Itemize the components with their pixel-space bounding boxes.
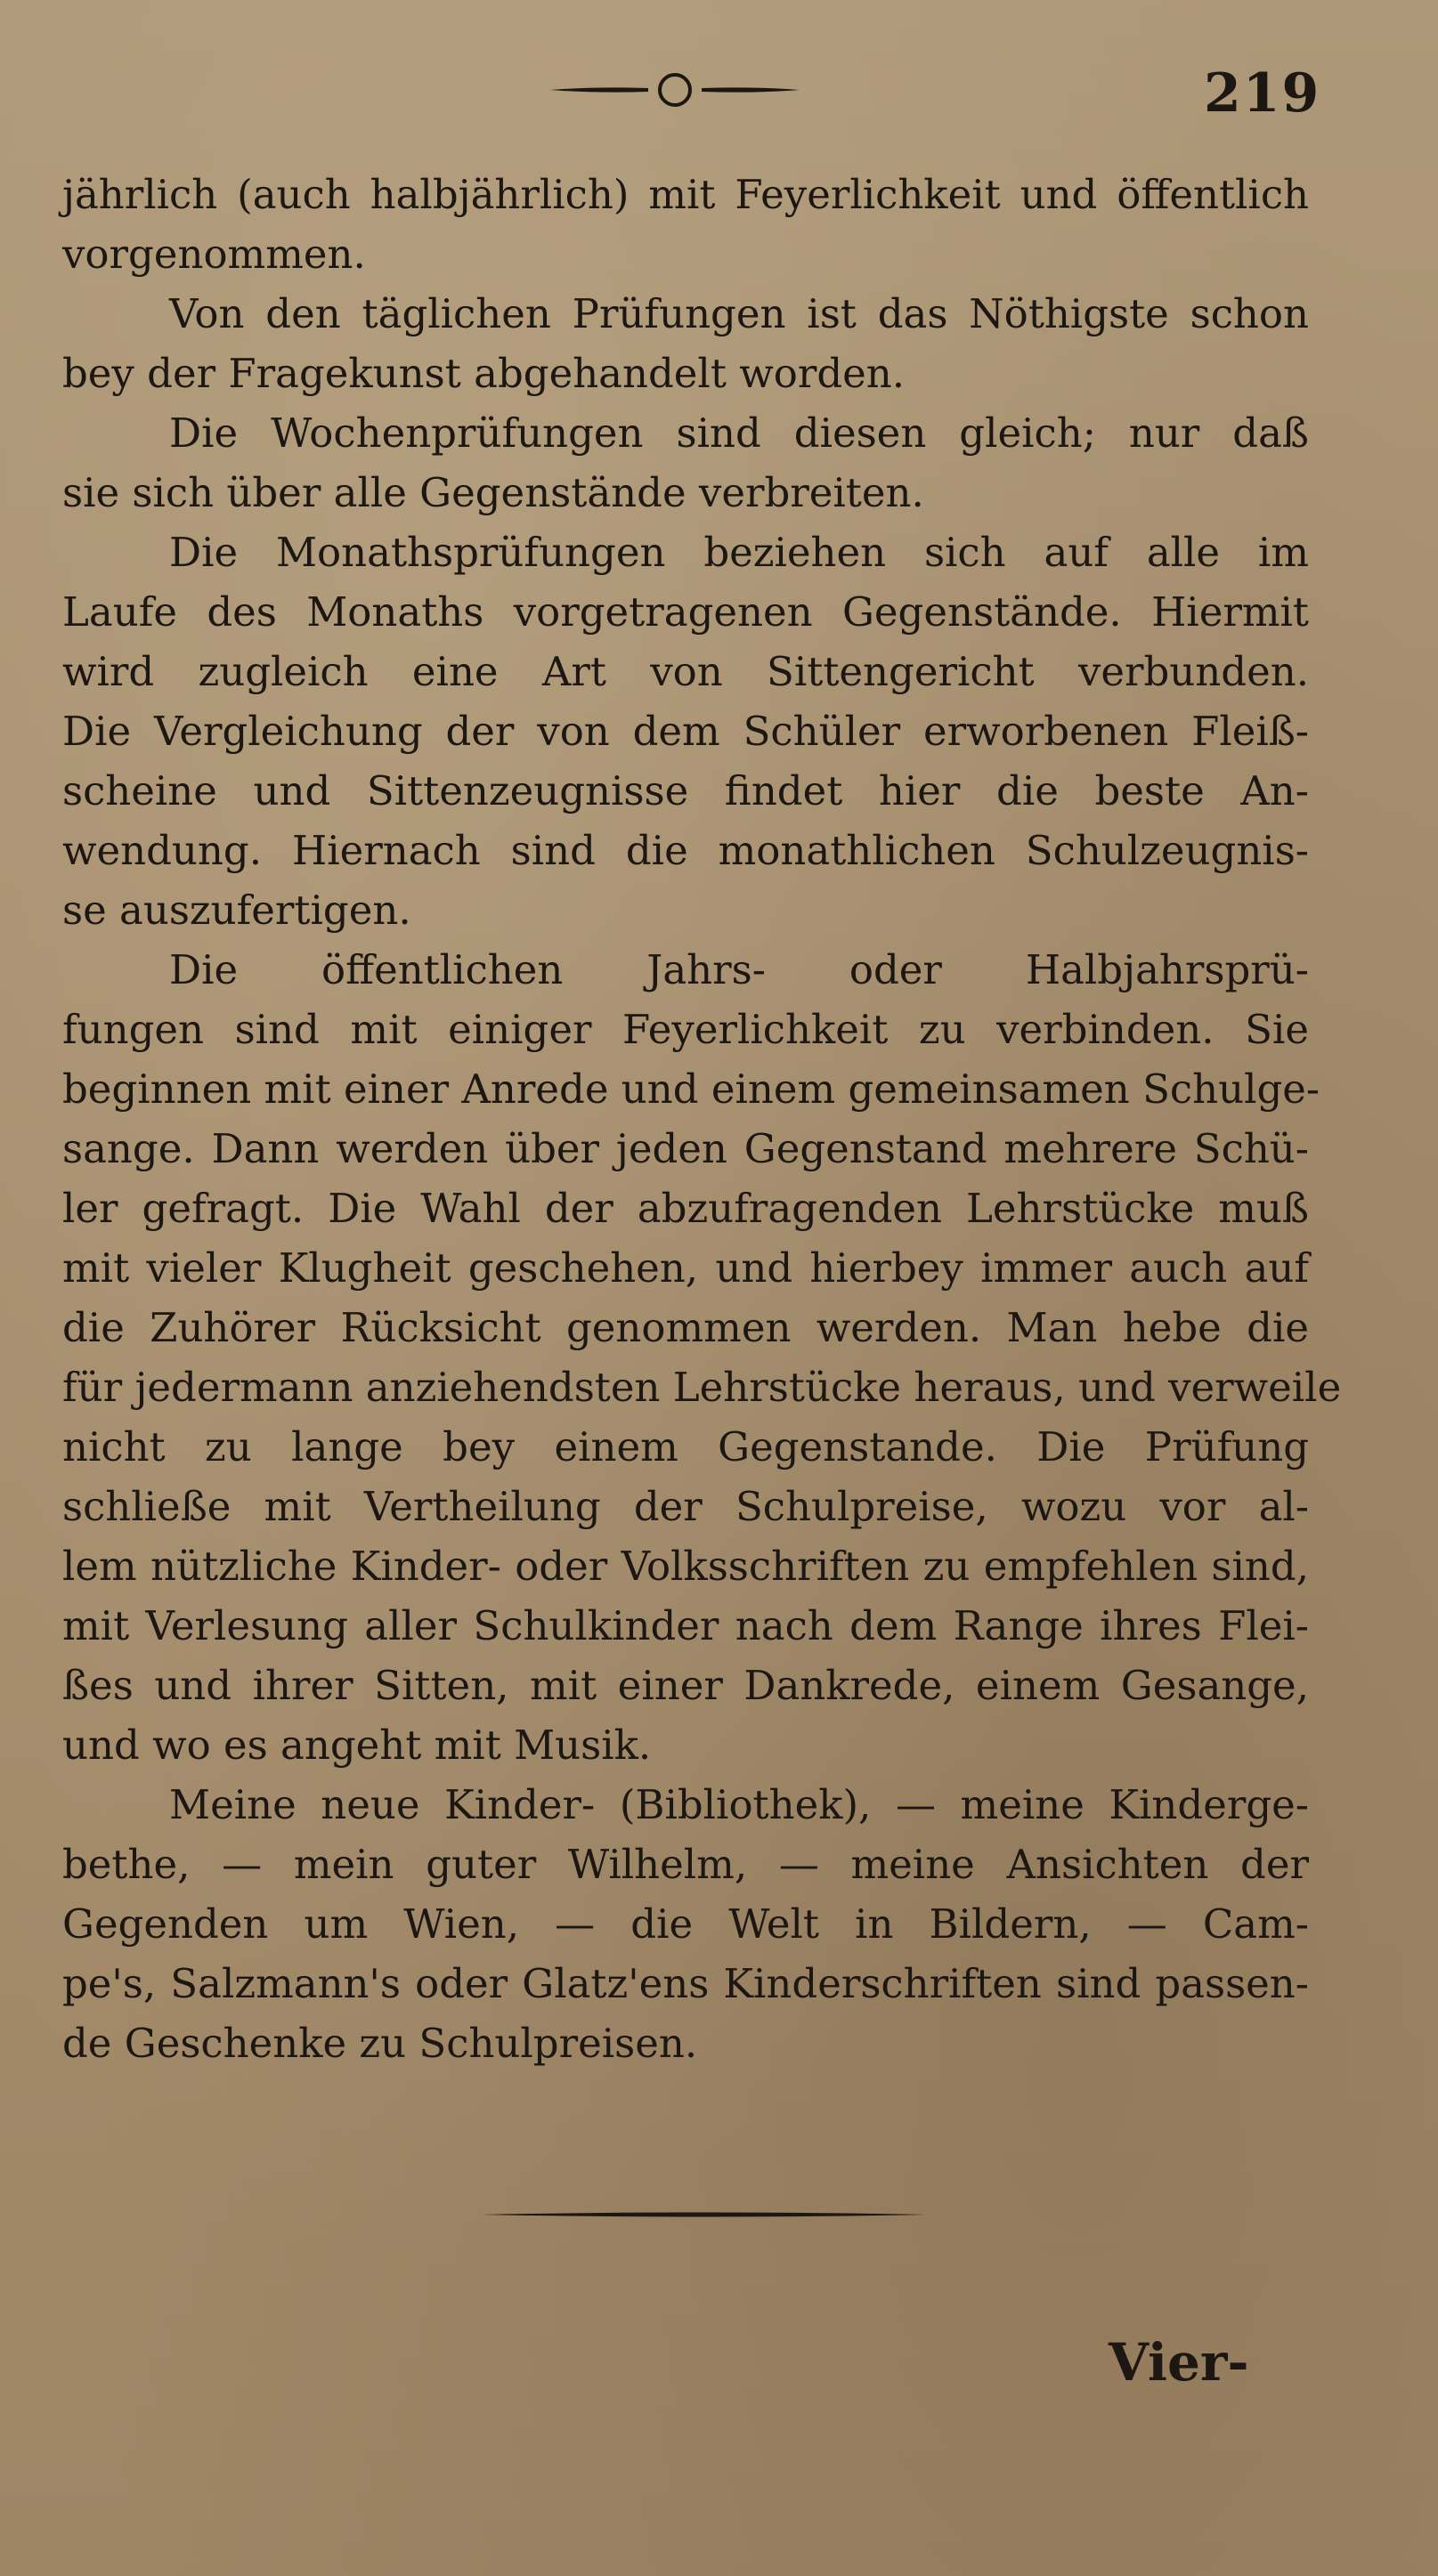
- text-line: wird zugleich eine Art von Sittengericht verbunden.: [62, 648, 1309, 695]
- text-line: se auszufertigen.: [62, 887, 411, 934]
- page-header: [0, 55, 1438, 126]
- text-line: mit vieler Klugheit geschehen, und hierbey immer auch auf: [62, 1244, 1309, 1292]
- text-line: pe's, Salzmann's oder Glatz'ens Kinderschriften sind passen-: [62, 1960, 1309, 2007]
- body-text: [62, 165, 1342, 2073]
- text-line: beginnen mit einer Anrede und einem gemeinsamen Schulge-: [62, 1065, 1320, 1113]
- text-line: de Geschenke zu Schulpreisen.: [62, 2020, 698, 2067]
- text-line: jährlich (auch halbjährlich) mit Feyerlichkeit und öffentlich: [62, 171, 1309, 218]
- text-line: bey der Fragekunst abgehandelt worden.: [62, 350, 906, 397]
- text-line: die Zuhörer Rücksicht genommen werden. Man hebe die: [62, 1304, 1309, 1351]
- text-line: Die Wochenprüfungen sind diesen gleich; nur daß: [169, 409, 1309, 457]
- text-line: Die Vergleichung der von dem Schüler erworbenen Fleiß-: [62, 708, 1309, 755]
- text-line: und wo es angeht mit Musik.: [62, 1721, 652, 1769]
- text-line: wendung. Hiernach sind die monathlichen Schulzeugnis-: [62, 827, 1309, 874]
- text-line: Gegenden um Wien, — die Welt in Bildern, — Cam-: [62, 1900, 1309, 1948]
- text-line: Die öffentlichen Jahrs- oder Halbjahrsprü-: [169, 946, 1309, 993]
- section-rule: [481, 2209, 926, 2220]
- text-line: sie sich über alle Gegenstände verbreiten.: [62, 469, 924, 516]
- text-line: ßes und ihrer Sitten, mit einer Dankrede, einem Gesange,: [62, 1662, 1309, 1709]
- text-line: fungen sind mit einiger Feyerlichkeit zu verbinden. Sie: [62, 1006, 1309, 1053]
- text-line: Die Monathsprüfungen beziehen sich auf alle im: [169, 529, 1309, 576]
- text-line: nicht zu lange bey einem Gegenstande. Die Prüfung: [62, 1423, 1309, 1470]
- text-line: für jedermann anziehendsten Lehrstücke heraus, und verweile: [62, 1364, 1342, 1411]
- text-line: bethe, — mein guter Wilhelm, — meine Ansichten der: [62, 1841, 1309, 1888]
- text-line: mit Verlesung aller Schulkinder nach dem Range ihres Flei-: [62, 1602, 1309, 1649]
- text-line: lem nützliche Kinder- oder Volksschriften zu empfehlen sind,: [62, 1543, 1309, 1590]
- ornament-divider-icon: [541, 68, 808, 112]
- page-number: 219: [1204, 62, 1321, 125]
- text-line: schließe mit Vertheilung der Schulpreise, wozu vor al-: [62, 1483, 1309, 1530]
- text-line: Meine neue Kinder- (Bibliothek), — meine Kinderge-: [169, 1781, 1309, 1828]
- text-line: sange. Dann werden über jeden Gegenstand mehrere Schü-: [62, 1125, 1309, 1172]
- text-line: Von den täglichen Prüfungen ist das Nöthigste schon: [169, 290, 1309, 337]
- text-line: Laufe des Monaths vorgetragenen Gegenstände. Hiermit: [62, 588, 1309, 636]
- text-line: vorgenommen.: [62, 231, 366, 278]
- catchword: Vier-: [1109, 2332, 1249, 2393]
- text-line: scheine und Sittenzeugnisse findet hier die beste An-: [62, 767, 1309, 814]
- text-line: ler gefragt. Die Wahl der abzufragenden Lehrstücke muß: [62, 1185, 1309, 1232]
